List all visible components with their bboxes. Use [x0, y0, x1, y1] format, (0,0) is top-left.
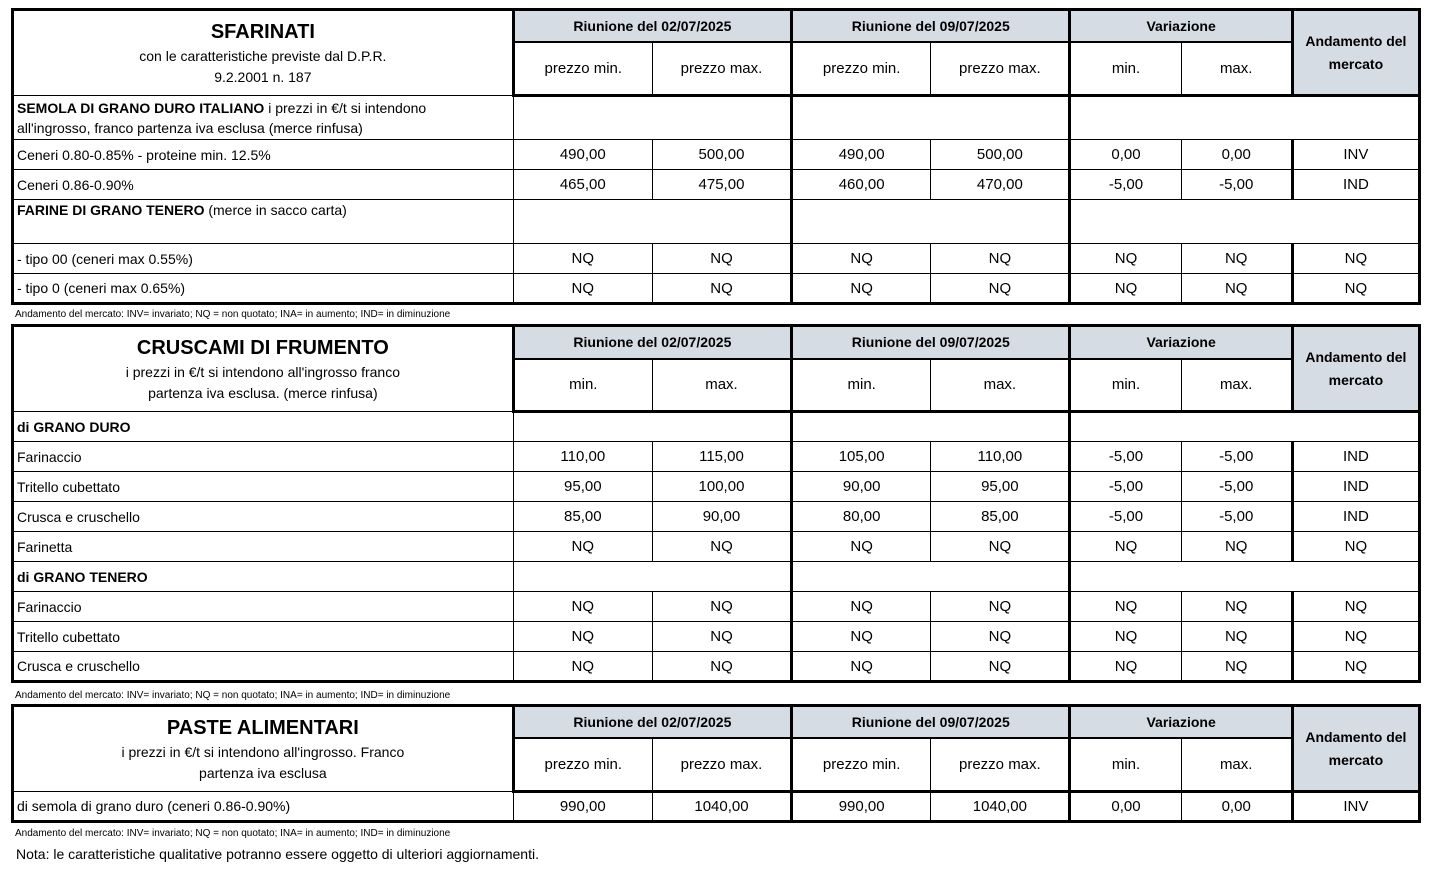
section-row [13, 96, 1420, 140]
price-cell: 110,00 [513, 442, 652, 472]
variation-cell: -5,00 [1070, 170, 1181, 200]
price-cell: NQ [792, 244, 931, 274]
price-cell: 90,00 [792, 472, 931, 502]
empty-cell [513, 562, 791, 592]
price-cell: 990,00 [513, 792, 652, 822]
footnote: Nota: le caratteristiche qualitative potranno essere oggetto di ulteriori aggiornamenti. [16, 846, 539, 862]
price-cell: 95,00 [931, 472, 1070, 502]
section-title-bold: di GRANO TENERO [17, 568, 148, 585]
table-row [13, 442, 1420, 472]
price-cell: 90,00 [652, 502, 791, 532]
trend-cell: INV [1292, 140, 1419, 170]
sfarinati-sub-2: prezzo max. [652, 42, 791, 96]
price-cell: NQ [931, 592, 1070, 622]
trend-cell: INV [1292, 792, 1419, 822]
table-row [13, 592, 1420, 622]
paste-head-variation: Variazione [1070, 706, 1292, 738]
trend-cell: NQ [1292, 244, 1419, 274]
price-cell: 990,00 [792, 792, 931, 822]
price-cell: 115,00 [652, 442, 791, 472]
row-label: Tritello cubettato [13, 622, 514, 652]
variation-cell: 0,00 [1070, 792, 1181, 822]
price-cell: NQ [652, 652, 791, 682]
section-title-bold: FARINE DI GRANO TENERO [17, 202, 205, 218]
cruscami-sub-3: min. [792, 359, 931, 412]
section-title-rest: i prezzi in €/t si intendono [264, 99, 427, 116]
paste-sub-4: prezzo max. [931, 738, 1070, 792]
variation-cell: -5,00 [1070, 442, 1181, 472]
variation-cell: 0,00 [1181, 792, 1292, 822]
sfarinati-title: SFARINATI [210, 21, 315, 43]
cruscami-head-trend: Andamento del mercato [1292, 326, 1419, 412]
price-cell: 85,00 [513, 502, 652, 532]
paste-sub-6: max. [1181, 738, 1292, 792]
row-label: Farinaccio [13, 442, 514, 472]
legend-note-2: Andamento del mercato: INV= invariato; NQ = non quotato; INA= in aumento; IND= in diminuzione [15, 690, 451, 701]
variation-cell: NQ [1070, 244, 1181, 274]
price-cell: 1040,00 [652, 792, 791, 822]
price-cell: NQ [792, 532, 931, 562]
variation-cell: NQ [1181, 274, 1292, 304]
row-label: Crusca e cruschello [13, 502, 514, 532]
row-label: di semola di grano duro (ceneri 0.86-0.90%) [13, 792, 514, 822]
trend-cell: NQ [1292, 532, 1419, 562]
cruscami-sub-2: max. [652, 359, 791, 412]
price-cell: 470,00 [931, 170, 1070, 200]
empty-cell [792, 412, 1070, 442]
price-cell: NQ [652, 592, 791, 622]
trend-cell: NQ [1292, 652, 1419, 682]
row-label: Ceneri 0.80-0.85% - proteine min. 12.5% [13, 140, 514, 170]
empty-cell [792, 96, 1070, 140]
paste-head-trend: Andamento del mercato [1292, 706, 1419, 792]
variation-cell: NQ [1181, 532, 1292, 562]
cruscami-head-meeting-1: Riunione del 02/07/2025 [513, 326, 791, 359]
section-title-rest: (merce in sacco carta) [204, 202, 347, 218]
sfarinati-subtitle-2: 9.2.2001 n. 187 [214, 69, 312, 85]
empty-cell [513, 200, 791, 244]
sfarinati-subtitle-1: con le caratteristiche previste dal D.P.R. [139, 48, 387, 64]
table-row [13, 274, 1420, 304]
row-label: Tritello cubettato [13, 472, 514, 502]
table-row [13, 532, 1420, 562]
price-cell: 500,00 [931, 140, 1070, 170]
sfarinati-title-cell [13, 10, 514, 96]
trend-cell: IND [1292, 442, 1419, 472]
paste-sub-3: prezzo min. [792, 738, 931, 792]
variation-cell: NQ [1070, 274, 1181, 304]
variation-cell: NQ [1070, 592, 1181, 622]
variation-cell: -5,00 [1070, 472, 1181, 502]
cruscami-sub-1: min. [513, 359, 652, 412]
empty-cell [513, 412, 791, 442]
empty-cell [513, 96, 791, 140]
price-cell: 100,00 [652, 472, 791, 502]
empty-cell [792, 200, 1070, 244]
table-row [13, 502, 1420, 532]
row-label: - tipo 00 (ceneri max 0.55%) [13, 244, 514, 274]
paste-table [11, 704, 1421, 823]
cruscami-section-2 [13, 562, 514, 592]
paste-head-meeting-1: Riunione del 02/07/2025 [513, 706, 791, 738]
price-cell: NQ [513, 592, 652, 622]
table-row [13, 140, 1420, 170]
trend-cell: IND [1292, 502, 1419, 532]
price-cell: NQ [931, 622, 1070, 652]
variation-cell: NQ [1181, 652, 1292, 682]
price-cell: 475,00 [652, 170, 791, 200]
paste-sub-5: min. [1070, 738, 1181, 792]
variation-cell: NQ [1070, 622, 1181, 652]
price-cell: 1040,00 [931, 792, 1070, 822]
trend-cell: NQ [1292, 622, 1419, 652]
price-cell: 500,00 [652, 140, 791, 170]
paste-title: PASTE ALIMENTARI [166, 717, 359, 739]
variation-cell: NQ [1181, 622, 1292, 652]
variation-cell: -5,00 [1181, 442, 1292, 472]
price-cell: NQ [513, 244, 652, 274]
variation-cell: -5,00 [1070, 502, 1181, 532]
price-cell: NQ [513, 622, 652, 652]
sfarinati-table [11, 8, 1421, 305]
table-row [13, 622, 1420, 652]
price-cell: NQ [931, 244, 1070, 274]
cruscami-subtitle-2: partenza iva esclusa. (merce rinfusa) [148, 385, 378, 401]
cruscami-sub-6: max. [1181, 359, 1292, 412]
price-cell: 460,00 [792, 170, 931, 200]
price-cell: 80,00 [792, 502, 931, 532]
variation-cell: 0,00 [1181, 140, 1292, 170]
row-label: Ceneri 0.86-0.90% [13, 170, 514, 200]
legend-note-1: Andamento del mercato: INV= invariato; NQ = non quotato; INA= in aumento; IND= in diminuzione [15, 309, 451, 320]
section-title-line2: all'ingrosso, franco partenza iva esclusa (merce rinfusa) [17, 119, 363, 136]
trend-cell: NQ [1292, 592, 1419, 622]
section-row [13, 412, 1420, 442]
paste-subtitle-1: i prezzi in €/t si intendono all'ingrosso. Franco [121, 744, 405, 760]
variation-cell: -5,00 [1181, 502, 1292, 532]
price-cell: NQ [931, 274, 1070, 304]
sfarinati-sub-3: prezzo min. [792, 42, 931, 96]
empty-cell [1070, 562, 1420, 592]
table-row [13, 170, 1420, 200]
row-label: Crusca e cruschello [13, 652, 514, 682]
empty-cell [1070, 412, 1420, 442]
cruscami-sub-5: min. [1070, 359, 1181, 412]
trend-cell: IND [1292, 170, 1419, 200]
variation-cell: -5,00 [1181, 472, 1292, 502]
table-row [13, 244, 1420, 274]
paste-title-cell [13, 706, 514, 792]
sfarinati-sub-4: prezzo max. [931, 42, 1070, 96]
cruscami-sub-4: max. [931, 359, 1070, 412]
trend-cell: IND [1292, 472, 1419, 502]
sfarinati-section-1 [13, 96, 514, 140]
paste-sub-2: prezzo max. [652, 738, 791, 792]
price-cell: NQ [652, 622, 791, 652]
variation-cell: NQ [1070, 532, 1181, 562]
sfarinati-head-meeting-2: Riunione del 09/07/2025 [792, 10, 1070, 42]
empty-cell [1070, 96, 1420, 140]
row-label: - tipo 0 (ceneri max 0.65%) [13, 274, 514, 304]
cruscami-head-meeting-2: Riunione del 09/07/2025 [792, 326, 1070, 359]
sfarinati-sub-5: min. [1070, 42, 1181, 96]
empty-cell [1070, 200, 1420, 244]
price-cell: NQ [792, 592, 931, 622]
table-row [13, 472, 1420, 502]
variation-cell: NQ [1181, 244, 1292, 274]
price-cell: 490,00 [792, 140, 931, 170]
cruscami-table [11, 324, 1421, 683]
price-cell: 105,00 [792, 442, 931, 472]
sfarinati-sub-1: prezzo min. [513, 42, 652, 96]
section-row [13, 562, 1420, 592]
section-row [13, 200, 1420, 244]
price-cell: NQ [652, 274, 791, 304]
price-cell: 95,00 [513, 472, 652, 502]
empty-cell [792, 562, 1070, 592]
variation-cell: NQ [1070, 652, 1181, 682]
price-cell: NQ [792, 274, 931, 304]
legend-note-3: Andamento del mercato: INV= invariato; NQ = non quotato; INA= in aumento; IND= in diminuzione [15, 828, 451, 839]
trend-cell: NQ [1292, 274, 1419, 304]
sfarinati-head-meeting-1: Riunione del 02/07/2025 [513, 10, 791, 42]
variation-cell: -5,00 [1181, 170, 1292, 200]
sfarinati-head-variation: Variazione [1070, 10, 1292, 42]
price-cell: 110,00 [931, 442, 1070, 472]
cruscami-head-variation: Variazione [1070, 326, 1292, 359]
section-title-bold: di GRANO DURO [17, 418, 131, 435]
price-cell: NQ [792, 622, 931, 652]
variation-cell: 0,00 [1070, 140, 1181, 170]
variation-cell: NQ [1181, 592, 1292, 622]
section-title-bold: SEMOLA DI GRANO DURO ITALIANO [17, 99, 265, 116]
price-cell: NQ [513, 274, 652, 304]
table-row [13, 652, 1420, 682]
row-label: Farinaccio [13, 592, 514, 622]
price-cell: NQ [513, 652, 652, 682]
paste-subtitle-2: partenza iva esclusa [199, 765, 327, 781]
cruscami-title: CRUSCAMI DI FRUMENTO [136, 337, 389, 359]
cruscami-subtitle-1: i prezzi in €/t si intendono all'ingrosso franco [125, 364, 400, 380]
table-row [13, 792, 1420, 822]
price-cell: NQ [931, 532, 1070, 562]
price-cell: NQ [513, 532, 652, 562]
price-cell: 490,00 [513, 140, 652, 170]
sfarinati-head-trend: Andamento del mercato [1292, 10, 1419, 96]
sfarinati-section-2 [13, 200, 514, 244]
sfarinati-sub-6: max. [1181, 42, 1292, 96]
paste-head-meeting-2: Riunione del 09/07/2025 [792, 706, 1070, 738]
price-cell: 85,00 [931, 502, 1070, 532]
cruscami-title-cell [13, 326, 514, 412]
row-label: Farinetta [13, 532, 514, 562]
price-cell: NQ [652, 244, 791, 274]
cruscami-section-1 [13, 412, 514, 442]
price-cell: 465,00 [513, 170, 652, 200]
price-cell: NQ [652, 532, 791, 562]
price-cell: NQ [792, 652, 931, 682]
paste-sub-1: prezzo min. [513, 738, 652, 792]
price-cell: NQ [931, 652, 1070, 682]
